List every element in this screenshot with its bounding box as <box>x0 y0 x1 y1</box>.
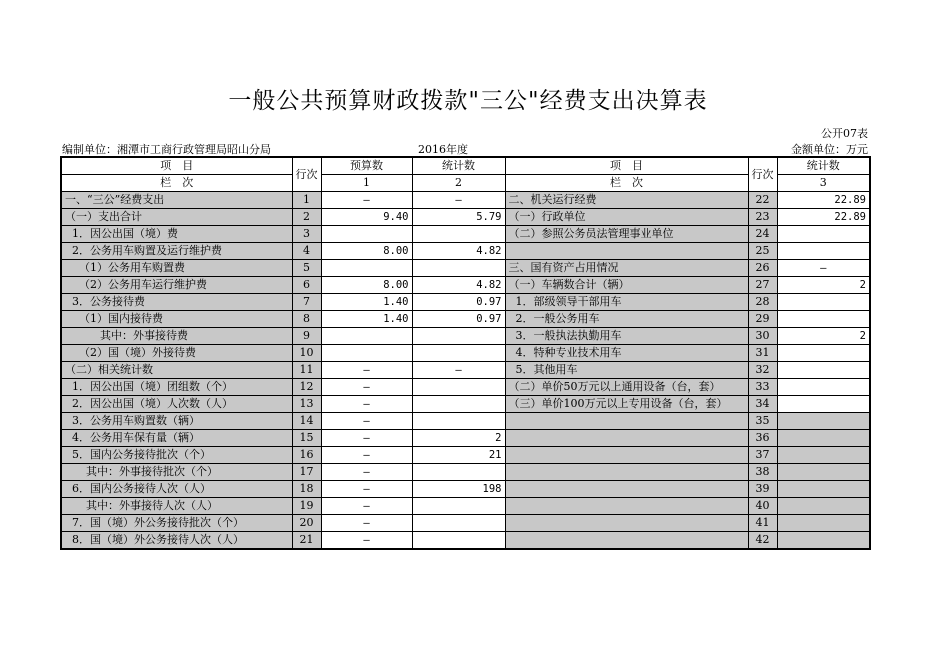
left-item-cell: 1．因公出国（境）团组数（个） <box>61 379 292 396</box>
table-row <box>61 379 870 396</box>
budget-cell <box>321 226 412 243</box>
table-row <box>61 396 870 413</box>
left-item-cell: （1）公务用车购置费 <box>61 260 292 277</box>
budget-cell: — <box>321 379 412 396</box>
right-item-cell: 5．其他用车 <box>505 362 748 379</box>
right-line-no-cell: 34 <box>748 396 777 413</box>
table-row <box>61 345 870 362</box>
amount-unit: 金额单位：万元 <box>791 143 868 156</box>
right-stat-cell: 2 <box>777 328 870 345</box>
left-stat-cell <box>412 413 505 430</box>
left-item-cell: 2．因公出国（境）人次数（人） <box>61 396 292 413</box>
right-stat-cell <box>777 243 870 260</box>
budget-cell: — <box>321 413 412 430</box>
right-stat-cell <box>777 498 870 515</box>
right-stat-cell <box>777 532 870 550</box>
right-item-cell: （二）参照公务员法管理事业单位 <box>505 226 748 243</box>
header-col-2: 2 <box>412 175 505 192</box>
left-item-cell: （2）国（境）外接待费 <box>61 345 292 362</box>
right-line-no-cell: 38 <box>748 464 777 481</box>
left-line-no-cell: 14 <box>292 413 321 430</box>
table-row <box>61 532 870 550</box>
right-item-cell <box>505 243 748 260</box>
report-title: 一般公共预算财政拨款"三公"经费支出决算表 <box>228 88 708 114</box>
right-line-no-cell: 27 <box>748 277 777 294</box>
left-line-no-cell: 13 <box>292 396 321 413</box>
left-item-cell: 其中：外事接待人次（人） <box>61 498 292 515</box>
left-item-cell: 其中：外事接待批次（个） <box>61 464 292 481</box>
right-item-cell: 1．部级领导干部用车 <box>505 294 748 311</box>
right-item-cell <box>505 481 748 498</box>
right-stat-cell <box>777 362 870 379</box>
left-stat-cell: 0.97 <box>412 294 505 311</box>
left-stat-cell <box>412 464 505 481</box>
budget-cell: — <box>321 447 412 464</box>
header-stat-right: 统计数 <box>777 157 870 175</box>
left-line-no-cell: 3 <box>292 226 321 243</box>
right-line-no-cell: 24 <box>748 226 777 243</box>
left-stat-cell <box>412 498 505 515</box>
right-stat-cell: 22.89 <box>777 192 870 209</box>
right-stat-cell <box>777 396 870 413</box>
table-row <box>61 243 870 260</box>
left-item-cell: 3．公务接待费 <box>61 294 292 311</box>
budget-cell: — <box>321 396 412 413</box>
left-item-cell: （1）国内接待费 <box>61 311 292 328</box>
header-col-1: 1 <box>321 175 412 192</box>
table-row <box>61 447 870 464</box>
budget-cell <box>321 260 412 277</box>
left-item-cell: （一）支出合计 <box>61 209 292 226</box>
right-stat-cell <box>777 311 870 328</box>
left-stat-cell <box>412 379 505 396</box>
right-item-cell: 2．一般公务用车 <box>505 311 748 328</box>
left-line-no-cell: 20 <box>292 515 321 532</box>
left-item-cell: 3．公务用车购置数（辆） <box>61 413 292 430</box>
left-line-no-cell: 10 <box>292 345 321 362</box>
header-col-3: 3 <box>777 175 870 192</box>
right-stat-cell <box>777 447 870 464</box>
header-item-right: 项 目 <box>505 157 748 175</box>
table-row <box>61 311 870 328</box>
right-item-cell <box>505 515 748 532</box>
right-line-no-cell: 40 <box>748 498 777 515</box>
budget-cell: 1.40 <box>321 294 412 311</box>
table-row <box>61 192 870 209</box>
right-line-no-cell: 23 <box>748 209 777 226</box>
table-row <box>61 413 870 430</box>
left-line-no-cell: 2 <box>292 209 321 226</box>
left-item-cell: 4．公务用车保有量（辆） <box>61 430 292 447</box>
right-item-cell <box>505 498 748 515</box>
table-row <box>61 328 870 345</box>
left-line-no-cell: 11 <box>292 362 321 379</box>
table-row <box>61 464 870 481</box>
right-line-no-cell: 26 <box>748 260 777 277</box>
budget-cell: — <box>321 498 412 515</box>
right-line-no-cell: 29 <box>748 311 777 328</box>
left-item-cell: （二）相关统计数 <box>61 362 292 379</box>
left-stat-cell <box>412 328 505 345</box>
left-line-no-cell: 17 <box>292 464 321 481</box>
budget-cell: — <box>321 481 412 498</box>
right-line-no-cell: 41 <box>748 515 777 532</box>
budget-cell: — <box>321 430 412 447</box>
table-row <box>61 277 870 294</box>
left-line-no-cell: 19 <box>292 498 321 515</box>
left-stat-cell: 2 <box>412 430 505 447</box>
right-item-cell: （一）车辆数合计（辆） <box>505 277 748 294</box>
header-item-left: 项 目 <box>61 157 292 175</box>
org-label: 编制单位：湘潭市工商行政管理局昭山分局 <box>62 143 271 156</box>
left-line-no-cell: 21 <box>292 532 321 550</box>
left-stat-cell <box>412 396 505 413</box>
budget-cell: — <box>321 192 412 209</box>
left-stat-cell: 0.97 <box>412 311 505 328</box>
left-stat-cell <box>412 345 505 362</box>
budget-cell <box>321 345 412 362</box>
table-row <box>61 515 870 532</box>
budget-cell: — <box>321 362 412 379</box>
table-row <box>61 260 870 277</box>
budget-cell: 8.00 <box>321 243 412 260</box>
left-line-no-cell: 16 <box>292 447 321 464</box>
right-item-cell <box>505 464 748 481</box>
table-row <box>61 294 870 311</box>
right-stat-cell <box>777 515 870 532</box>
left-item-cell: 7．国（境）外公务接待批次（个） <box>61 515 292 532</box>
left-item-cell: 其中：外事接待费 <box>61 328 292 345</box>
right-stat-cell <box>777 379 870 396</box>
left-line-no-cell: 6 <box>292 277 321 294</box>
right-line-no-cell: 22 <box>748 192 777 209</box>
left-stat-cell: 4.82 <box>412 277 505 294</box>
budget-cell: — <box>321 464 412 481</box>
budget-cell: 1.40 <box>321 311 412 328</box>
left-line-no-cell: 9 <box>292 328 321 345</box>
left-item-cell: 一、“三公”经费支出 <box>61 192 292 209</box>
right-stat-cell <box>777 226 870 243</box>
right-stat-cell <box>777 464 870 481</box>
budget-cell: — <box>321 515 412 532</box>
right-line-no-cell: 25 <box>748 243 777 260</box>
fiscal-year: 2016年度 <box>418 143 468 156</box>
right-item-cell: （二）单价50万元以上通用设备（台，套） <box>505 379 748 396</box>
header-col-label-left: 栏 次 <box>61 175 292 192</box>
left-stat-cell: 4.82 <box>412 243 505 260</box>
left-stat-cell: 21 <box>412 447 505 464</box>
budget-cell: 8.00 <box>321 277 412 294</box>
table-row <box>61 498 870 515</box>
right-line-no-cell: 30 <box>748 328 777 345</box>
left-item-cell: （2）公务用车运行维护费 <box>61 277 292 294</box>
right-stat-cell <box>777 481 870 498</box>
left-stat-cell <box>412 532 505 550</box>
left-item-cell: 6．国内公务接待人次（人） <box>61 481 292 498</box>
left-line-no-cell: 1 <box>292 192 321 209</box>
header-col-label-right: 栏 次 <box>505 175 748 192</box>
table-row <box>61 481 870 498</box>
left-stat-cell: 5.79 <box>412 209 505 226</box>
left-stat-cell: — <box>412 362 505 379</box>
right-item-cell: （一）行政单位 <box>505 209 748 226</box>
left-line-no-cell: 15 <box>292 430 321 447</box>
form-number: 公开07表 <box>821 127 868 140</box>
header-line-no-right: 行次 <box>748 157 777 192</box>
left-item-cell: 8．国（境）外公务接待人次（人） <box>61 532 292 550</box>
right-item-cell <box>505 430 748 447</box>
left-stat-cell <box>412 226 505 243</box>
right-line-no-cell: 32 <box>748 362 777 379</box>
left-stat-cell <box>412 260 505 277</box>
right-stat-cell <box>777 413 870 430</box>
left-line-no-cell: 7 <box>292 294 321 311</box>
left-stat-cell: — <box>412 192 505 209</box>
left-item-cell: 5．国内公务接待批次（个） <box>61 447 292 464</box>
right-line-no-cell: 36 <box>748 430 777 447</box>
budget-cell <box>321 328 412 345</box>
right-line-no-cell: 37 <box>748 447 777 464</box>
left-line-no-cell: 4 <box>292 243 321 260</box>
left-line-no-cell: 12 <box>292 379 321 396</box>
left-item-cell: 1．因公出国（境）费 <box>61 226 292 243</box>
left-line-no-cell: 5 <box>292 260 321 277</box>
header-line-no-left: 行次 <box>292 157 321 192</box>
right-stat-cell: 22.89 <box>777 209 870 226</box>
expenditure-table <box>60 156 871 550</box>
right-item-cell: 三、国有资产占用情况 <box>505 260 748 277</box>
budget-cell: 9.40 <box>321 209 412 226</box>
right-stat-cell <box>777 294 870 311</box>
left-stat-cell: 198 <box>412 481 505 498</box>
right-item-cell: 3．一般执法执勤用车 <box>505 328 748 345</box>
budget-cell: — <box>321 532 412 550</box>
table-row <box>61 430 870 447</box>
right-stat-cell <box>777 430 870 447</box>
header-stat-left: 统计数 <box>412 157 505 175</box>
left-stat-cell <box>412 515 505 532</box>
right-line-no-cell: 39 <box>748 481 777 498</box>
right-item-cell: （三）单价100万元以上专用设备（台，套） <box>505 396 748 413</box>
left-line-no-cell: 18 <box>292 481 321 498</box>
table-row <box>61 209 870 226</box>
right-line-no-cell: 33 <box>748 379 777 396</box>
right-line-no-cell: 42 <box>748 532 777 550</box>
right-item-cell <box>505 413 748 430</box>
right-line-no-cell: 35 <box>748 413 777 430</box>
header-budget: 预算数 <box>321 157 412 175</box>
right-stat-cell <box>777 345 870 362</box>
right-line-no-cell: 31 <box>748 345 777 362</box>
table-row <box>61 226 870 243</box>
right-stat-cell: — <box>777 260 870 277</box>
table-row <box>61 362 870 379</box>
right-item-cell <box>505 532 748 550</box>
right-item-cell <box>505 447 748 464</box>
right-item-cell: 二、机关运行经费 <box>505 192 748 209</box>
left-line-no-cell: 8 <box>292 311 321 328</box>
right-stat-cell: 2 <box>777 277 870 294</box>
left-item-cell: 2．公务用车购置及运行维护费 <box>61 243 292 260</box>
right-line-no-cell: 28 <box>748 294 777 311</box>
right-item-cell: 4．特种专业技术用车 <box>505 345 748 362</box>
